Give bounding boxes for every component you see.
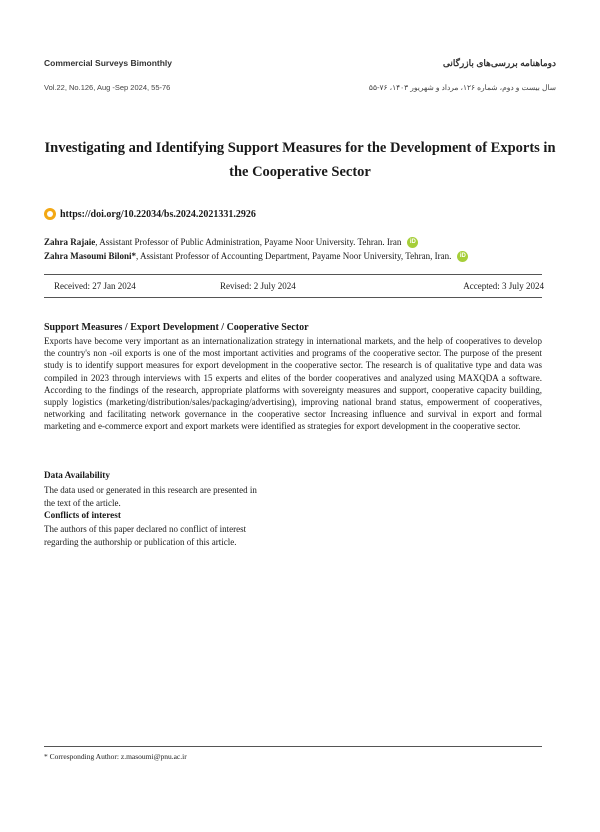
author-1 [44, 237, 418, 248]
divider-top [44, 274, 542, 275]
orcid-icon[interactable]: iD [407, 237, 418, 248]
author-2-name: Zahra Masoumi Biloni* [44, 251, 137, 261]
journal-name-en: Commercial Surveys Bimonthly [44, 58, 173, 68]
author-2-affiliation: , Assistant Professor of Accounting Department, Payame Noor University, Tehran, Iran. [136, 251, 452, 261]
accepted-date: Accepted: 3 July 2024 [463, 281, 544, 291]
divider-bottom [44, 297, 542, 298]
author-2 [44, 251, 468, 262]
doi-icon [44, 208, 56, 220]
doi-line [44, 208, 256, 220]
author-1-affiliation: , Assistant Professor of Public Administration, Payame Noor University. Tehran. Iran [95, 237, 402, 247]
paper-title: Investigating and Identifying Support Measures for the Development of Exports in the Cooperative Sector [44, 140, 556, 180]
abstract [44, 335, 542, 433]
received-date: Received: 27 Jan 2024 [54, 281, 136, 291]
volume-info-fa: سال بیست و دوم، شماره ۱۲۶، مرداد و شهریور ۱۴۰۳، ۷۶-۵۵ [368, 83, 556, 92]
author-1-name: Zahra Rajaie [44, 237, 96, 247]
abstract-text: Exports have become very important as an internationalization strategy in international markets, and the help of cooperatives to develop the country's non -oil exports is one of the most important activities and programs of the cooperative sector. The purpose of the present study is to identify support measures for export development in the cooperative sector. The research is of qualitative type and data was compiled in 2023 through interviews with 15 experts and elites of the border cooperatives and analyzed using MAXQDA a software. According to the findings of the research, appropriate platforms with sovereignty measures and support, cooperative capacity building, supply logistics (marketing/distribution/sales/packaging/advertising), improving national brand status, empowerment of cooperatives, networking and facilitating network governance in the cooperative sector Increasing influence and survival in export and formal marketing and e-commerce export and export markets were identified as strategies for export development in the cooperative sector. [44, 336, 542, 432]
data-availability-text: The data used or generated in this research are presented in the text of the article. [44, 485, 257, 508]
conflicts-text: The authors of this paper declared no conflict of interest regarding the authorship or publication of this article. [44, 524, 247, 547]
orcid-icon[interactable]: iD [457, 251, 468, 262]
conflicts-heading: Conflicts of interest [44, 510, 121, 520]
footnote: * Corresponding Author: z.masoumi@pnu.ac.ir [44, 752, 187, 761]
journal-name-fa: دوماهنامه بررسی‌های بازرگانی [442, 58, 556, 68]
keywords: Support Measures / Export Development / Cooperative Sector [44, 322, 309, 333]
doi-link[interactable]: https://doi.org/10.22034/bs.2024.2021331.2926 [60, 208, 256, 220]
revised-date: Revised: 2 July 2024 [220, 281, 296, 291]
data-availability-heading: Data Availability [44, 470, 110, 480]
volume-info-en: Vol.22, No.126, Aug -Sep 2024, 55-76 [44, 83, 171, 92]
footnote-rule [44, 746, 542, 747]
